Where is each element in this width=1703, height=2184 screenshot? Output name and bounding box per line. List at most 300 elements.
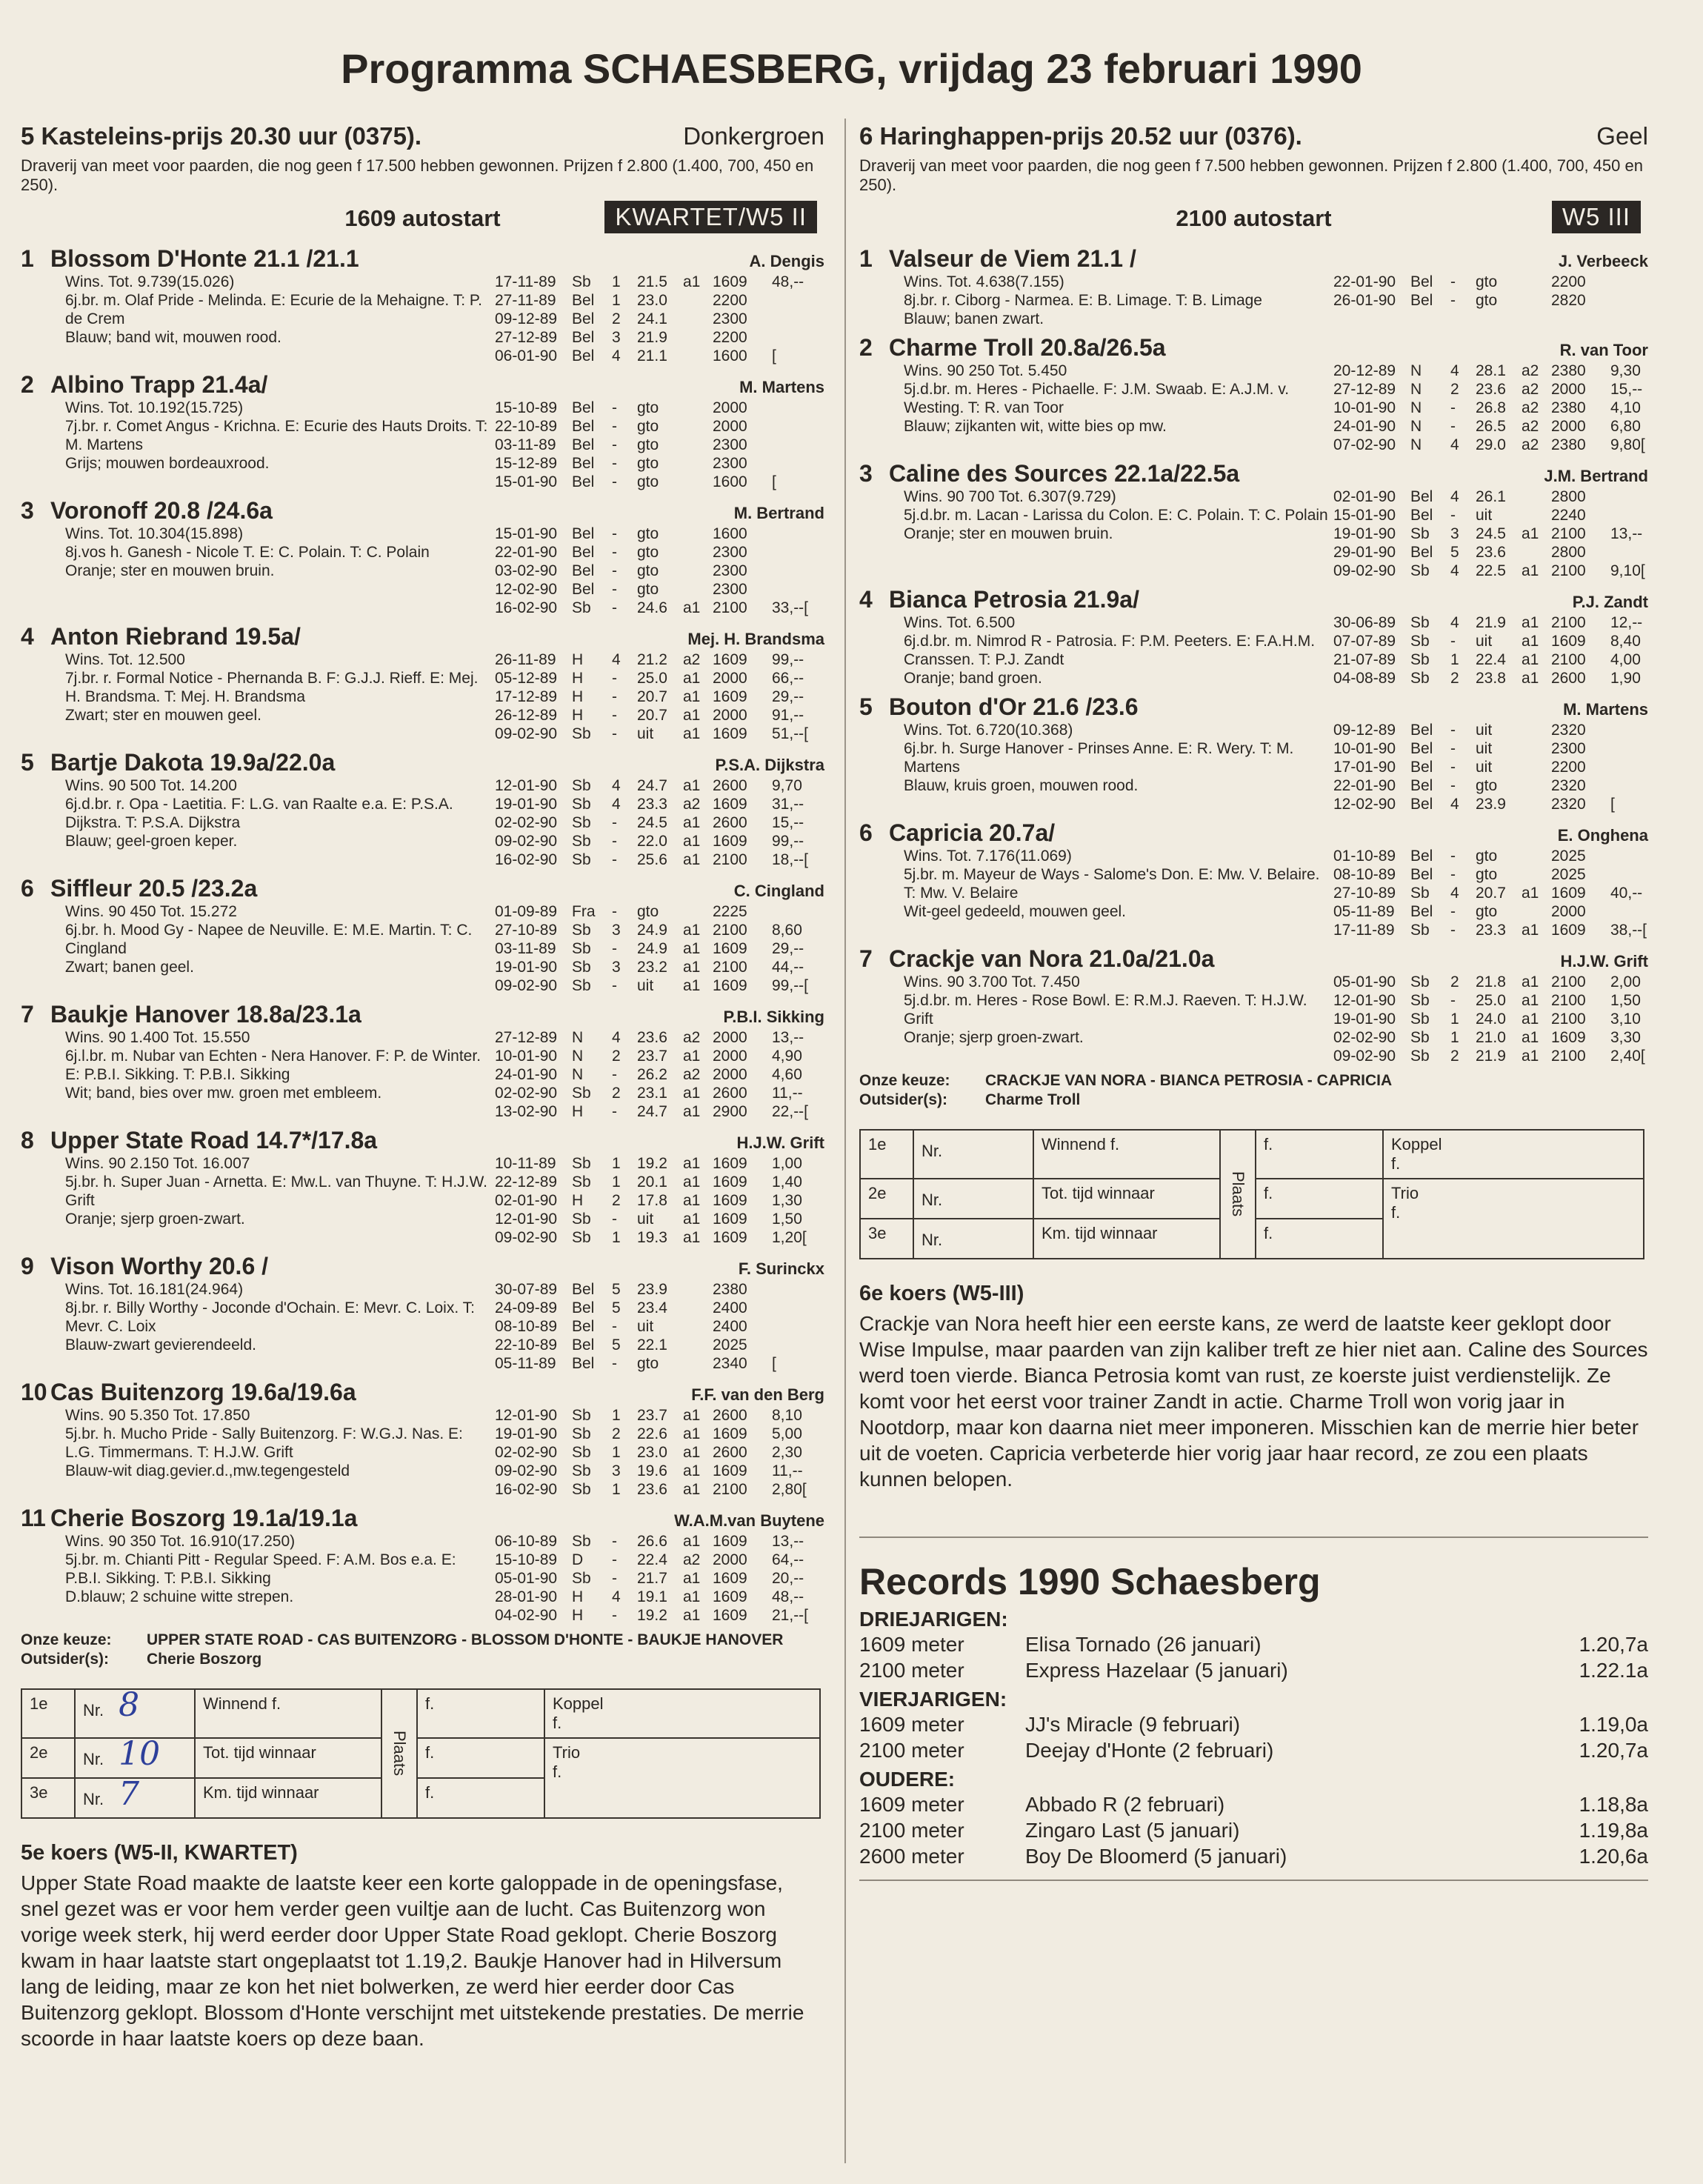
horse-name-text: Cas Buitenzorg 19.6a/19.6a: [50, 1379, 356, 1405]
result-cell: 09-12-89: [1333, 722, 1396, 739]
result-row: [495, 688, 824, 706]
result-cell: 09-02-90: [1333, 562, 1396, 579]
grid-f: f.: [1256, 1179, 1383, 1219]
result-cell: [1610, 758, 1648, 776]
result-cell: 1600: [713, 347, 747, 364]
result-cell: -: [612, 1570, 617, 1587]
result-cell: Sb: [1410, 670, 1430, 687]
result-cell: Sb: [1410, 992, 1430, 1009]
result-cell: 19.6: [637, 1462, 667, 1479]
result-cell: 2000: [713, 1066, 747, 1083]
record-cell: JJ's Miracle (9 februari): [1025, 1713, 1241, 1736]
result-cell: 02-02-90: [495, 1444, 558, 1461]
horse-info: [65, 1406, 495, 1499]
result-cell: 2300: [713, 562, 747, 579]
bet-type-badge: W5 III: [1552, 201, 1641, 233]
result-cell: -: [612, 562, 617, 579]
result-cell: 20,--: [772, 1570, 804, 1587]
result-cell: Sb: [572, 1570, 591, 1587]
grid-nr: [913, 1130, 1033, 1179]
result-cell: 20.7: [637, 707, 667, 724]
horse-info-line: Blauw, kruis groen, mouwen rood.: [904, 777, 1139, 794]
result-cell: 15-10-89: [495, 1551, 558, 1568]
result-row: [495, 454, 824, 473]
result-cell: 91,--: [772, 707, 804, 724]
result-cell: Sb: [572, 1085, 591, 1102]
race-color: Geel: [1596, 122, 1648, 150]
horse-info-line: Wins. Tot. 6.720(10.368): [904, 722, 1073, 739]
result-cell: 5: [1450, 544, 1459, 561]
horse-number: 8: [21, 1127, 34, 1153]
result-cell: H: [572, 670, 584, 687]
horse-name: [859, 460, 1239, 487]
result-cell: a1: [683, 1607, 701, 1624]
result-cell: 2380: [1551, 399, 1586, 416]
result-cell: 2300: [713, 581, 747, 598]
result-cell: a2: [683, 1551, 701, 1568]
grid-f: f.: [1391, 1154, 1401, 1173]
result-cell: 1: [612, 1173, 621, 1191]
result-cell: 2200: [1551, 759, 1586, 776]
distance-row: [859, 198, 1648, 239]
result-cell: 2000: [713, 418, 747, 435]
result-cell: 2300: [1551, 740, 1586, 757]
result-cell: D: [572, 1551, 584, 1568]
result-cell: 1609: [713, 940, 747, 957]
horse-header: [859, 460, 1648, 487]
result-cell: Sb: [572, 814, 591, 831]
result-cell: -: [1450, 633, 1456, 650]
result-cell: 2,40[: [1610, 1048, 1645, 1065]
result-cell: 1609: [713, 651, 747, 668]
result-cell: [772, 1317, 824, 1336]
result-cell: 23.6: [637, 1029, 667, 1046]
result-cell: 12-02-90: [1333, 796, 1396, 813]
horse-info-line: Wins. Tot. 6.500: [904, 614, 1016, 631]
result-cell: 1609: [713, 1155, 747, 1172]
result-cell: 23.4: [637, 1299, 667, 1316]
result-row: [1333, 776, 1648, 795]
result-cell: a1: [683, 777, 701, 794]
result-cell: [1610, 847, 1648, 865]
result-cell: 2300: [713, 310, 747, 327]
record-cell: 1.19,0a: [1579, 1713, 1648, 1736]
result-cell: Sb: [1410, 885, 1430, 902]
result-row: [495, 813, 824, 832]
horse-entry: [859, 693, 1648, 813]
result-cell: -: [612, 1211, 617, 1228]
horse-entry: [859, 460, 1648, 580]
horse-header: [21, 623, 824, 650]
distance-row: [21, 198, 824, 239]
result-cell: Bel: [572, 1336, 595, 1354]
horse-entry: [21, 1253, 824, 1373]
horse-details: [21, 525, 824, 617]
record-cell: 1.18,8a: [1579, 1793, 1648, 1816]
result-cell: 66,--: [772, 670, 804, 687]
result-cell: -: [1450, 418, 1456, 435]
horse-info: [65, 525, 495, 617]
result-cell: 8,60: [772, 922, 802, 939]
result-cell: 1,50: [1610, 992, 1641, 1009]
result-cell: gto: [1476, 848, 1498, 865]
result-cell: a2: [1522, 362, 1539, 379]
result-cell: 1609: [713, 1533, 747, 1550]
grid-nr: [913, 1219, 1033, 1259]
result-cell: Sb: [1410, 1011, 1430, 1028]
result-row: [495, 1280, 824, 1299]
result-row: [1333, 543, 1648, 562]
result-cell: 4: [612, 777, 621, 794]
result-cell: 05-01-90: [495, 1570, 558, 1587]
horse-info-line: 5j.br. m. Chianti Pitt - Regular Speed. F: A.M. Bos e.a. E: P.B.I. Sikking. T: P.B.I. Sikking: [65, 1551, 456, 1587]
result-row: [495, 1210, 824, 1228]
result-cell: 22-10-89: [495, 418, 558, 435]
result-cell: 26-01-90: [1333, 292, 1396, 309]
result-cell: [683, 347, 713, 365]
result-cell: 18,--[: [772, 851, 809, 868]
result-cell: uit: [1476, 507, 1493, 524]
result-row: [495, 921, 824, 939]
result-cell: 02-01-90: [1333, 488, 1396, 505]
result-cell: 3: [612, 922, 621, 939]
result-cell: 2,80[: [772, 1481, 807, 1498]
handwritten-number: 7: [119, 1775, 140, 1813]
result-cell: 04-02-90: [495, 1607, 558, 1624]
result-cell: 13,--: [1610, 525, 1643, 542]
horse-entry: [21, 371, 824, 491]
result-row: [495, 1154, 824, 1173]
result-cell: 1609: [713, 725, 747, 742]
result-cell: -: [1450, 903, 1456, 920]
result-cell: 1,90: [1610, 670, 1641, 687]
horse-name-text: Albino Trapp 21.4a/: [50, 371, 268, 398]
result-row: [1333, 380, 1648, 399]
result-cell: [772, 525, 824, 543]
horse-entry: [21, 1379, 824, 1499]
result-cell: 4: [1450, 362, 1459, 379]
result-cell: gto: [637, 399, 659, 416]
result-cell: Bel: [572, 292, 595, 309]
result-cell: Bel: [1410, 544, 1433, 561]
result-cell: 99,--: [772, 833, 804, 850]
result-row: [495, 525, 824, 543]
record-cell: 1.20,6a: [1579, 1845, 1648, 1868]
result-cell: 1609: [713, 1607, 747, 1624]
horse-header: [21, 875, 824, 902]
result-row: [495, 669, 824, 688]
result-cell: -: [612, 725, 617, 742]
result-cell: a1: [683, 833, 701, 850]
result-cell: uit: [1476, 740, 1493, 757]
result-cell: a2: [1522, 436, 1539, 453]
result-cell: a1: [683, 1425, 701, 1442]
result-cell: -: [612, 707, 617, 724]
horse-info: [904, 847, 1333, 939]
result-cell: 12-02-90: [495, 581, 558, 598]
result-cell: Bel: [1410, 740, 1433, 757]
result-cell: [683, 525, 713, 543]
result-cell: [1610, 902, 1648, 921]
horse-name: [21, 1127, 377, 1154]
result-cell: [1522, 487, 1551, 506]
result-cell: Sb: [572, 1407, 591, 1424]
result-cell: 1: [612, 1407, 621, 1424]
analysis-text: Upper State Road maakte de laatste keer een korte galoppade in de openingsfase, snel gezet was er voor hem verder geen vuiltje aan de lucht. Cas Buitenzorg won vorige week sterk, hij werd eerder door Upper State Road geklopt. Cherie Boszorg kwam in haar laatste start ongeplaatst tot 1.19,2. Baukje Hanover had in Hilversum lang de leiding, maar ze kon het niet bolwerken, ze werd hier eerder door Cas Buitenzorg geklopt. Blossom d'Honte verschijnt met uitstekende prestaties. De merrie scoorde in haar laatste koers op deze baan.: [21, 1871, 804, 2050]
horse-info: [65, 1280, 495, 1373]
result-cell: 3: [612, 329, 621, 346]
result-row: [495, 776, 824, 795]
result-cell: 22.4: [637, 1551, 667, 1568]
result-cell: a2: [683, 1029, 701, 1046]
result-cell: Sb: [1410, 922, 1430, 939]
result-cell: 1609: [713, 273, 747, 290]
result-cell: 1609: [713, 1211, 747, 1228]
result-cell: 02-02-90: [1333, 1029, 1396, 1046]
result-row: [495, 273, 824, 291]
result-cell: 09-02-90: [495, 977, 558, 994]
horse-info-line: Wins. 90 5.350 Tot. 17.850: [65, 1407, 250, 1424]
result-cell: [1522, 291, 1551, 310]
result-cell: 15-01-90: [1333, 507, 1396, 524]
horse-entry: [21, 1001, 824, 1121]
result-cell: 27-10-89: [495, 922, 558, 939]
result-cell: 26.6: [637, 1533, 667, 1550]
horse-details: [21, 776, 824, 869]
result-cell: Sb: [572, 1462, 591, 1479]
grid-f: f.: [1256, 1130, 1383, 1179]
horse-info-line: Wins. 90 500 Tot. 14.200: [65, 777, 237, 794]
result-cell: -: [612, 1103, 617, 1120]
horse-number: 1: [21, 245, 34, 272]
record-row: [859, 1843, 1648, 1869]
result-cell: 3: [612, 1462, 621, 1479]
horse-info-line: Oranje; band groen.: [904, 670, 1042, 687]
result-row: [495, 902, 824, 921]
result-cell: [683, 1280, 713, 1299]
horse-details: [859, 847, 1648, 939]
outsiders-label: Outsider(s):: [21, 1651, 110, 1668]
divider-line: [859, 1537, 1648, 1538]
result-cell: Bel: [1410, 488, 1433, 505]
horse-details: [859, 273, 1648, 328]
result-cell: a2: [1522, 418, 1539, 435]
result-cell: 2: [612, 1085, 621, 1102]
result-cell: -: [1450, 759, 1456, 776]
result-cell: 27-12-89: [495, 329, 558, 346]
horse-results: [495, 650, 824, 743]
handwritten-number: 8: [119, 1686, 140, 1724]
result-cell: [1522, 758, 1551, 776]
result-cell: Bel: [1410, 292, 1433, 309]
result-cell: 5: [612, 1299, 621, 1316]
result-cell: a1: [683, 977, 701, 994]
result-cell: 4,10: [1610, 399, 1641, 416]
horse-header: [859, 693, 1648, 721]
result-cell: [683, 399, 713, 417]
horse-info: [65, 1532, 495, 1625]
result-cell: 2100: [1551, 525, 1586, 542]
result-row: [495, 473, 824, 491]
result-cell: 2380: [713, 1281, 747, 1298]
result-row: [495, 599, 824, 617]
result-cell: 19-01-90: [495, 1425, 558, 1442]
grid-place: 2e: [860, 1179, 913, 1219]
grid-nr: [75, 1686, 195, 1738]
result-row: [495, 1317, 824, 1336]
result-cell: 2100: [1551, 614, 1586, 631]
result-cell: [1610, 721, 1648, 739]
result-row: [495, 347, 824, 365]
horse-details: [21, 1028, 824, 1121]
result-cell: Bel: [572, 310, 595, 327]
record-cell: 1609 meter: [859, 1793, 964, 1816]
result-cell: 16-02-90: [495, 599, 558, 616]
horse-trainer: M. Bertrand: [733, 504, 824, 522]
result-cell: 23.9: [637, 1281, 667, 1298]
result-row: [495, 1084, 824, 1102]
result-cell: 24.0: [1476, 1011, 1506, 1028]
result-cell: 22,--[: [772, 1103, 809, 1120]
result-cell: 24.5: [1476, 525, 1506, 542]
grid-row: [860, 1130, 1644, 1179]
result-cell: 21.8: [1476, 973, 1506, 991]
result-cell: 2000: [713, 670, 747, 687]
result-cell: [683, 1354, 713, 1373]
result-cell: Sb: [572, 922, 591, 939]
result-cell: -: [612, 581, 617, 598]
result-cell: 21.9: [1476, 614, 1506, 631]
result-cell: 15,--: [772, 814, 804, 831]
result-cell: a1: [1522, 1029, 1539, 1046]
result-cell: [1522, 902, 1551, 921]
horse-results: [495, 1280, 824, 1373]
result-cell: gto: [637, 544, 659, 561]
result-cell: 22.1: [637, 1336, 667, 1354]
horse-info-line: 5j.d.br. m. Heres - Pichaelle. F: J.M. Swaab. E: A.J.M. v. Westing. T: R. van Toor: [904, 381, 1290, 416]
horse-info-line: 5j.d.br. m. Heres - Rose Bowl. E: R.M.J. Raeven. T: H.J.W. Grift: [904, 992, 1307, 1028]
result-cell: 1600: [713, 525, 747, 542]
result-cell: a1: [683, 273, 701, 290]
result-cell: Bel: [572, 399, 595, 416]
result-cell: 15-01-90: [495, 525, 558, 542]
result-cell: [1522, 847, 1551, 865]
result-cell: -: [612, 1355, 617, 1372]
result-cell: a2: [683, 796, 701, 813]
grid-place: 1e: [860, 1130, 913, 1179]
result-cell: 2100: [713, 922, 747, 939]
horse-results: [495, 525, 824, 617]
result-cell: -: [1450, 992, 1456, 1009]
result-cell: 8,40: [1610, 633, 1641, 650]
grid-f: f.: [417, 1738, 544, 1778]
horse-name-text: Caline des Sources 22.1a/22.5a: [889, 460, 1240, 487]
result-cell: a1: [1522, 614, 1539, 631]
result-cell: gto: [637, 436, 659, 453]
horse-trainer: J. Verbeeck: [1558, 252, 1648, 270]
record-cell: Express Hazelaar (5 januari): [1025, 1659, 1288, 1682]
result-row: [1333, 921, 1648, 939]
result-cell: 2320: [1551, 777, 1586, 794]
result-cell: 23.3: [1476, 922, 1506, 939]
result-cell: [1522, 273, 1551, 291]
result-cell: 22.0: [637, 833, 667, 850]
horse-info-line: Blauw; band wit, mouwen rood.: [65, 329, 281, 346]
result-cell: 29,--: [772, 688, 804, 705]
result-cell: Bel: [1410, 777, 1433, 794]
our-choice: [859, 1071, 1648, 1091]
result-cell: a1: [1522, 992, 1539, 1009]
result-cell: [683, 1317, 713, 1336]
result-cell: 4: [1450, 796, 1459, 813]
result-cell: a1: [683, 1444, 701, 1461]
result-cell: 21.2: [637, 651, 667, 668]
horse-details: [859, 721, 1648, 813]
result-cell: 27-10-89: [1333, 885, 1396, 902]
horse-info-line: 8j.br. r. Ciborg - Narmea. E: B. Limage. T: B. Limage: [904, 292, 1262, 309]
result-cell: 21.5: [637, 273, 667, 290]
result-cell: 22-01-90: [495, 544, 558, 561]
result-cell: 15,--: [1610, 381, 1643, 398]
horse-results: [1333, 487, 1648, 580]
result-cell: 09-02-90: [1333, 1048, 1396, 1065]
result-cell: 21.9: [1476, 1048, 1506, 1065]
horse-entry: [859, 819, 1648, 939]
horse-name-text: Bartje Dakota 19.9a/22.0a: [50, 749, 336, 776]
result-cell: 29,--: [772, 940, 804, 957]
result-cell: 02-02-90: [495, 1085, 558, 1102]
result-cell: -: [1450, 740, 1456, 757]
page-title: Programma SCHAESBERG, vrijdag 23 februari 1990: [341, 45, 1362, 92]
horse-number: 3: [21, 497, 34, 524]
grid-nr: [913, 1179, 1033, 1219]
horse-info-line: 5j.br. h. Mucho Pride - Sally Buitenzorg. F: W.G.J. Nas. E: L.G. Timmermans. T: H.J.W. Grift: [65, 1425, 463, 1461]
result-cell: 2320: [1551, 796, 1586, 813]
result-cell: -: [612, 940, 617, 957]
horse-info: [65, 273, 495, 365]
result-cell: a2: [1522, 381, 1539, 398]
result-cell: [1522, 865, 1551, 884]
horse-info-line: 5j.br. m. Mayeur de Ways - Salome's Don. E: Mw. V. Belaire. T: Mw. V. Belaire: [904, 866, 1320, 902]
grid-nr-label: Nr.: [83, 1750, 104, 1768]
column-divider: [844, 119, 846, 2163]
result-cell: [683, 902, 713, 921]
divider-line: [859, 1880, 1648, 1881]
result-cell: 2340: [713, 1355, 747, 1372]
result-cell: 21.7: [637, 1570, 667, 1587]
result-cell: 2300: [713, 544, 747, 561]
result-cell: 12-01-90: [495, 1211, 558, 1228]
result-cell: 2000: [1551, 903, 1586, 920]
horse-details: [21, 273, 824, 365]
our-choice-label: Onze keuze:: [21, 1631, 112, 1648]
result-cell: 9,10[: [1610, 562, 1645, 579]
horse-entry: [21, 623, 824, 743]
result-cell: 4: [1450, 885, 1459, 902]
result-cell: 1609: [1551, 922, 1586, 939]
record-cell: Elisa Tornado (26 januari): [1025, 1633, 1262, 1656]
result-cell: Sb: [572, 599, 591, 616]
horse-info-line: 6j.br. h. Mood Gy - Napee de Neuville. E: M.E. Martin. T: C. Cingland: [65, 922, 473, 957]
grid-koppel: Koppel: [1391, 1135, 1442, 1153]
result-cell: 2400: [713, 1299, 747, 1316]
result-cell: Sb: [1410, 651, 1430, 668]
horse-entry: [859, 334, 1648, 454]
outsiders: [21, 1650, 824, 1669]
race-description: Draverij van meet voor paarden, die nog geen f 17.500 hebben gewonnen. Prijzen f 2.800 (1.400, 700, 450 en 250).: [21, 156, 814, 194]
result-cell: 08-10-89: [495, 1318, 558, 1335]
result-cell: 19-01-90: [495, 796, 558, 813]
